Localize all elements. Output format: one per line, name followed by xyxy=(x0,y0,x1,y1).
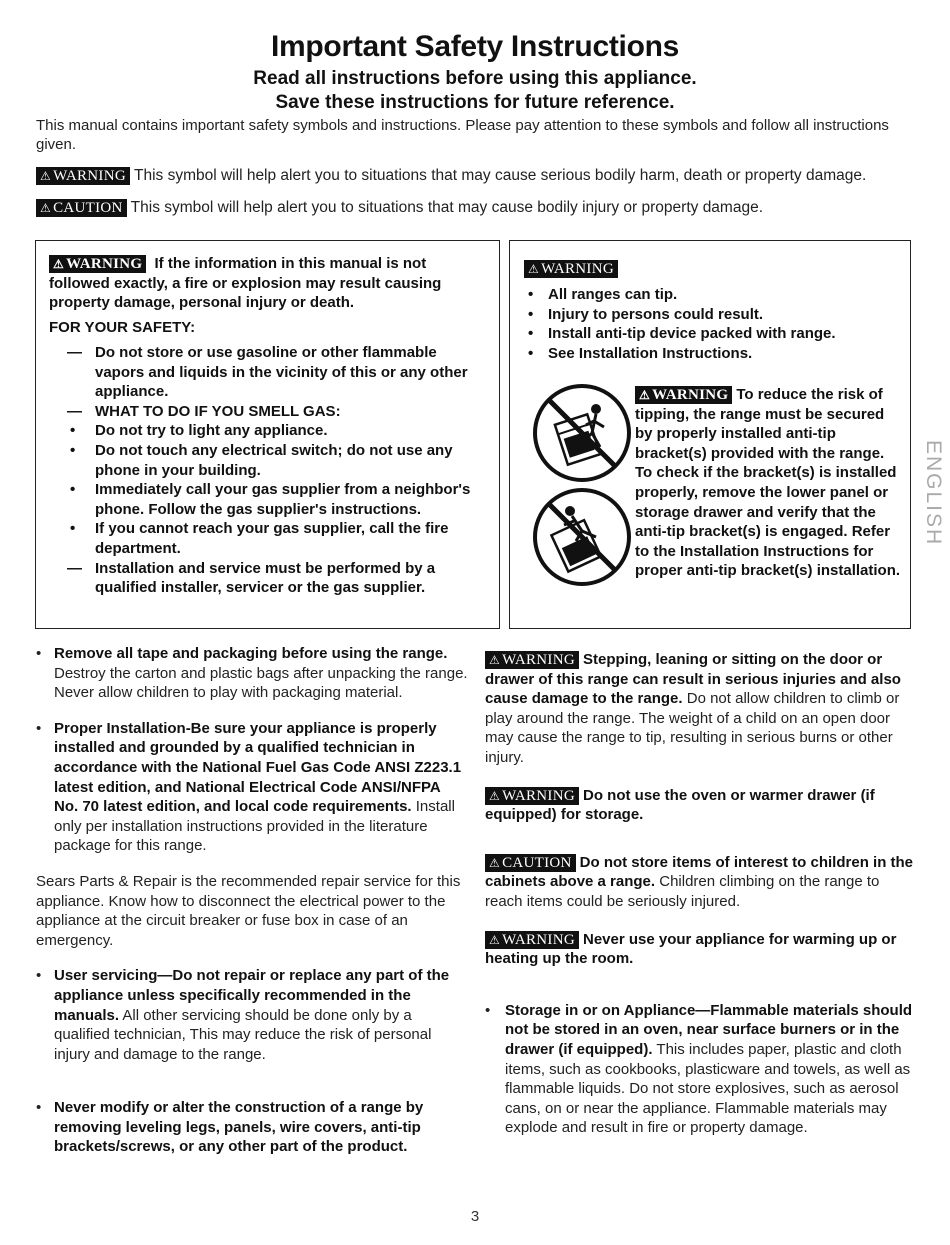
for-your-safety-heading: FOR YOUR SAFETY: xyxy=(49,318,196,336)
warning-triangle-icon: ⚠ xyxy=(489,653,501,667)
list-item: • Install anti-tip device packed with range. xyxy=(528,325,836,343)
list-item: • Do not try to light any appliance. xyxy=(70,422,328,440)
list-item: • See Installation Instructions. xyxy=(528,344,753,362)
warning-triangle-icon: ⚠ xyxy=(639,388,651,402)
list-item: • Do not touch any electrical switch; do not use any phone in your building. xyxy=(70,441,453,479)
warning-symbol-row xyxy=(36,167,866,185)
page-title: Important Safety Instructions xyxy=(270,30,680,63)
range-tipping-hazard-icon xyxy=(530,381,634,485)
language-side-tab: ENGLISH xyxy=(922,440,945,547)
warning-badge: ⚠ WARNING xyxy=(485,931,579,949)
anti-tip-warning-box xyxy=(509,240,911,629)
stepping-warning: ⚠ WARNING Stepping, leaning or sitting on the door or drawer of this range can result in serious injuries and also cause damage to the range. Do not allow children to climb or play around the range. The weight of a child on an open door may cause the range to tip, resulting in serious burns or other injury. xyxy=(485,651,901,766)
warning-badge: ⚠ WARNING xyxy=(36,167,130,185)
warning-badge: ⚠ WARNING xyxy=(485,787,579,805)
heating-warning: ⚠ WARNING Never use your appliance for warming up or heating up the room. xyxy=(485,930,897,968)
right-column xyxy=(485,650,915,1138)
list-item: — Do not store or use gasoline or other flammable vapors and liquids in the vicinity of this or any other appliance. xyxy=(67,344,468,401)
caution-badge: ⚠ CAUTION xyxy=(485,854,576,872)
list-item: • Storage in or on Appliance—Flammable materials should not be stored in an oven, near surface burners or in the drawer (if equipped). This includes paper, plastic and cloth items, such as cookbooks, plasticware and towels, as well as flammable liquids. Do not store explosives, such as aerosol cans, on or near the appliance. Flammable materials may explode and result in fire or property damage. xyxy=(485,1001,913,1137)
list-item: — Installation and service must be performed by a qualified installer, servicer or the gas supplier. xyxy=(67,559,436,597)
warning-definition: This symbol will help alert you to situations that may cause serious bodily harm, death or property damage. xyxy=(134,167,867,184)
page-number: 3 xyxy=(470,1208,480,1225)
warning-badge: ⚠ WARNING xyxy=(635,386,732,404)
list-item: — WHAT TO DO IF YOU SMELL GAS: xyxy=(67,402,341,420)
intro-text: This manual contains important safety symbols and instructions. Please pay attention to these symbols and follow all instructions given. xyxy=(36,117,889,153)
warning-triangle-icon: ⚠ xyxy=(40,169,52,183)
warning-badge: ⚠ WARNING xyxy=(49,255,146,273)
warning-triangle-icon: ⚠ xyxy=(489,788,501,803)
list-item: • All ranges can tip. xyxy=(528,286,678,303)
warning-triangle-icon: ⚠ xyxy=(40,201,52,215)
range-tipping-drawer-hazard-icon xyxy=(530,485,634,589)
warning-triangle-icon: ⚠ xyxy=(489,855,501,870)
list-item: • Immediately call your gas supplier from a neighbor's phone. Follow the gas supplier's instructions. xyxy=(70,481,471,518)
children-caution: ⚠ CAUTION Do not store items of interest to children in the cabinets above a range. Children climbing on the range to reach items could be seriously injured. xyxy=(485,853,914,910)
list-item: • Injury to persons could result. xyxy=(528,305,764,323)
list-item: • User servicing—Do not repair or replace any part of the appliance unless specifically recommended in the manuals. All other servicing should be done only by a qualified technician, This may reduce the risk of personal injury and damage to the range. xyxy=(36,967,450,1063)
list-item: • If you cannot reach your gas supplier, call the fire department. xyxy=(70,520,449,557)
warning-triangle-icon: ⚠ xyxy=(528,262,540,276)
warning-badge: ⚠ WARNING xyxy=(485,651,579,669)
warning-badge: ⚠ WARNING xyxy=(524,260,622,278)
gas-warning-text: ⚠ WARNING If the information in this manual is not followed exactly, a fire or explosion may result causing property damage, personal injury or death. xyxy=(49,255,442,312)
gas-warning-box xyxy=(35,240,500,629)
warning-triangle-icon: ⚠ xyxy=(53,257,65,271)
list-item: • Never modify or alter the construction of a range by removing leveling legs, panels, wire covers, anti-tip brackets/screws, or any other part of the product. xyxy=(36,1099,424,1156)
tip-warning-text: ⚠ WARNING To reduce the risk of tipping, the range must be secured by properly installed anti-tip bracket(s) provided with the range. To check if the bracket(s) is installed properly, remove the lower panel or storage drawer and verify that the anti-tip bracket(s) is engaged. Refer to the Installation Instructions for proper anti-tip bracket(s) installation. xyxy=(635,386,901,580)
caution-badge: ⚠ CAUTION xyxy=(36,199,127,217)
tip-bullets xyxy=(510,285,905,363)
list-item: • Proper Installation-Be sure your appliance is properly installed and grounded by a qualified technician in accordance with the National Fuel Gas Code ANSI Z223.1 latest edition, and National Electrical Code ANSI/NFPA No. 70 latest edition, and local code requirements. Install only per installation instructions provided in the literature package for this range. xyxy=(36,719,462,855)
list-item: • Remove all tape and packaging before using the range. Destroy the carton and plastic bags after unpacking the range. Never allow children to play with packaging material. xyxy=(36,645,468,702)
caution-definition: This symbol will help alert you to situations that may cause bodily injury or property damage. xyxy=(130,199,764,216)
warning-triangle-icon: ⚠ xyxy=(489,932,501,947)
subtitle-save: Save these instructions for future reference. xyxy=(275,92,675,113)
storage-warning: ⚠ WARNING Do not use the oven or warmer drawer (if equipped) for storage. xyxy=(485,786,875,824)
repair-service-paragraph: Sears Parts & Repair is the recommended repair service for this appliance. Know how to disconnect the electrical power to the appliance at the circuit breaker or fuse box in case of an emergency. xyxy=(36,872,461,949)
left-column xyxy=(36,644,468,1157)
caution-symbol-row xyxy=(36,199,763,217)
subtitle-read: Read all instructions before using this appliance. xyxy=(253,68,697,89)
safety-list xyxy=(23,343,489,598)
